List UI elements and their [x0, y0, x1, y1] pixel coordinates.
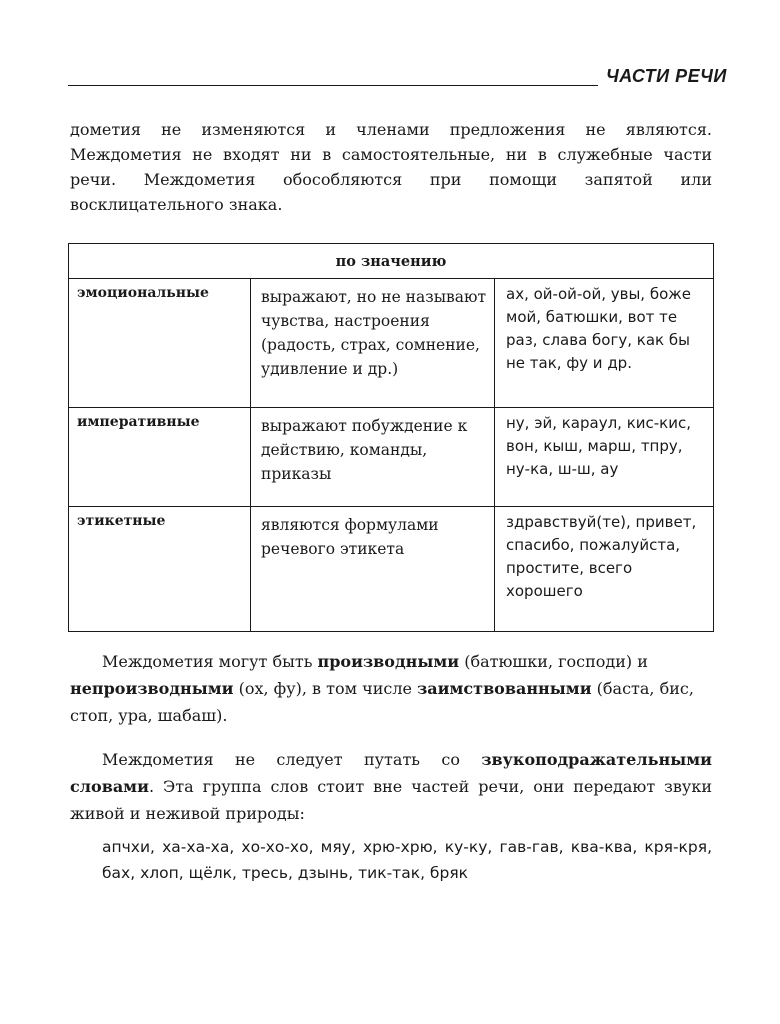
- table-row: [69, 279, 714, 408]
- derivation-paragraph: Междометия могут быть производными (батюшки, господи) и непроизводными (ох, фу), в том числе заимствованными (баста, бис, стоп, ура, шабаш).: [70, 652, 694, 725]
- term-onomatopoeic: звукоподражательными словами: [70, 750, 712, 796]
- intro-paragraph: дометия не изменяются и членами предложения не являются. Междометия не входят ни в самостоятельные, ни в служебные части речи. Междометия обособляются при помощи запятой или восклицательного знака.: [70, 120, 712, 214]
- category-cell: этикетные: [69, 507, 251, 632]
- section-title: ЧАСТИ РЕЧИ: [606, 66, 727, 86]
- description-cell: выражают, но не называют чувства, настроения (радость, страх, сомнение, удивление и др.): [251, 279, 495, 408]
- description-cell: выражают побуждение к действию, команды, приказы: [251, 408, 495, 507]
- term-nonderived: непроизводными: [70, 679, 234, 698]
- header-rule: [68, 85, 598, 86]
- table-row: [69, 408, 714, 507]
- examples-cell: ах, ой-ой-ой, увы, боже мой, батюшки, вот те раз, слава богу, как бы не так, фу и др.: [495, 279, 714, 408]
- term-borrowed: заимствованными: [417, 679, 592, 698]
- table-header: по значению: [69, 244, 714, 279]
- examples-cell: здравствуй(те), привет, спасибо, пожалуйста, простите, всего хорошего: [495, 507, 714, 632]
- description-cell: являются формулами речевого этикета: [251, 507, 495, 632]
- onomatopoeia-examples: апчхи, ха-ха-ха, хо-хо-хо, мяу, хрю-хрю, ку-ку, гав-гав, ква-ква, кря-кря, бах, хлоп, щёлк, тресь, дзынь, тик-так, бряк: [102, 838, 712, 882]
- examples-cell: ну, эй, караул, кис-кис, вон, кыш, марш, тпру, ну-ка, ш-ш, ау: [495, 408, 714, 507]
- category-cell: императивные: [69, 408, 251, 507]
- category-cell: эмоциональные: [69, 279, 251, 408]
- onomatopoeia-paragraph: Междометия не следует путать со звукоподражательными словами. Эта группа слов стоит вне частей речи, они передают звуки живой и неживой природы:: [70, 750, 712, 823]
- interjection-meaning-table: [68, 243, 714, 632]
- term-derived: производными: [317, 652, 460, 671]
- table-row: [69, 507, 714, 632]
